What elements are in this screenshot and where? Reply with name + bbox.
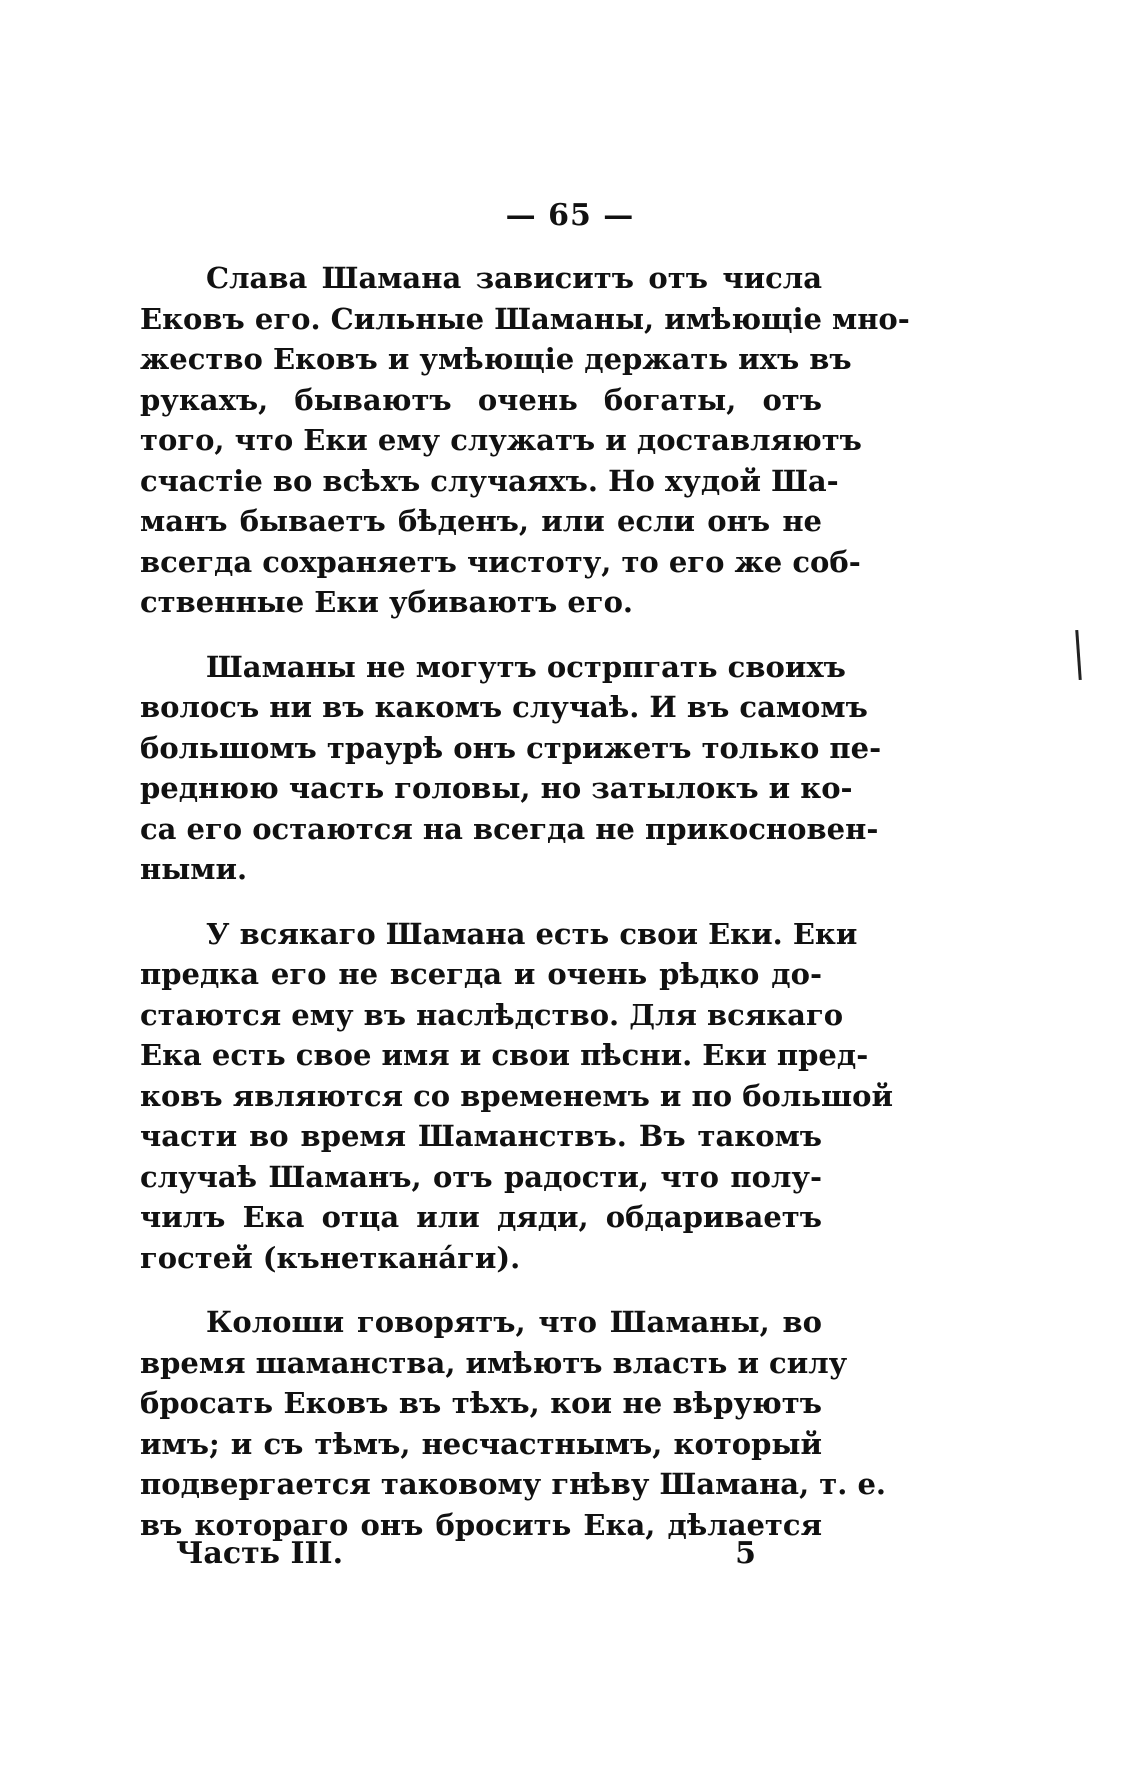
signature-mark: 5: [735, 1536, 756, 1571]
text-line: реднюю часть головы, но затылокъ и ко-: [140, 771, 853, 805]
text-line: части во время Шаманствъ. Въ такомъ: [140, 1119, 822, 1153]
text-line: счастіе во всѣхъ случаяхъ. Но худой Ша-: [140, 463, 839, 498]
paragraph-4: [140, 1302, 886, 1545]
body-text: [140, 258, 910, 1569]
text-line: жество Ековъ и умѣющіе держать ихъ въ: [140, 342, 852, 376]
text-line: Ека есть свое имя и свои пѣсни. Еки пред-: [140, 1038, 869, 1072]
text-line: чилъ Ека отца или дяди, обдариваетъ: [140, 1200, 822, 1234]
text-line: бросать Ековъ въ тѣхъ, кои не вѣруютъ: [140, 1386, 822, 1420]
text-line: манъ бываетъ бѣденъ, или если онъ не: [140, 504, 822, 538]
text-line: имъ; и съ тѣмъ, несчастнымъ, который: [140, 1426, 822, 1461]
text-line: Ековъ его. Сильные Шаманы, имѣющіе мно-: [140, 301, 910, 336]
text-line: предка его не всегда и очень рѣдко до-: [140, 957, 822, 991]
text-line: время шаманства, имѣютъ власть и силу: [140, 1345, 848, 1380]
text-line: ковъ являются со временемъ и по большой: [140, 1078, 894, 1113]
text-line: Колоши говорятъ, что Шаманы, во: [206, 1305, 822, 1339]
margin-mark: [1075, 630, 1081, 680]
text-line: стаются ему въ наслѣдство. Для всякаго: [140, 997, 844, 1032]
page-number: — 65 —: [505, 198, 635, 233]
text-line: ственные Еки убиваютъ его.: [140, 585, 634, 619]
text-line: Слава Шамана зависитъ отъ числа: [206, 261, 822, 295]
text-line: большомъ трaурѣ онъ стрижетъ только пе-: [140, 730, 882, 765]
text-line: рукахъ, бываютъ очень богаты, отъ: [140, 382, 822, 417]
text-line: гостей (кънеткана́ги).: [140, 1240, 521, 1275]
text-line: са его остаются на всегда не прикосновен-: [140, 811, 879, 846]
text-line: ными.: [140, 852, 248, 886]
text-line: подвергается таковому гнѣву Шамана, т. е.: [140, 1467, 886, 1501]
text-line: Шаманы не могутъ острпгать своихъ: [206, 649, 846, 684]
paragraph-3: [140, 914, 894, 1279]
page-footer: [176, 1536, 756, 1580]
text-line: того, что Еки ему служатъ и доставляютъ: [140, 423, 862, 457]
text-line: волосъ ни въ какомъ случаѣ. И въ самомъ: [140, 690, 868, 724]
paragraph-2: [140, 647, 882, 890]
text-line: всегда сохраняетъ чистоту, то его же соб-: [140, 544, 861, 579]
text-line: случаѣ Шаманъ, отъ радости, что полу-: [140, 1159, 822, 1194]
text-line: въ котораго онъ бросить Ека, дѣлается: [140, 1507, 822, 1542]
part-label: Часть III.: [176, 1536, 344, 1571]
text-line: У всякаго Шамана есть свои Еки. Еки: [206, 916, 858, 951]
paragraph-1: [140, 258, 910, 623]
